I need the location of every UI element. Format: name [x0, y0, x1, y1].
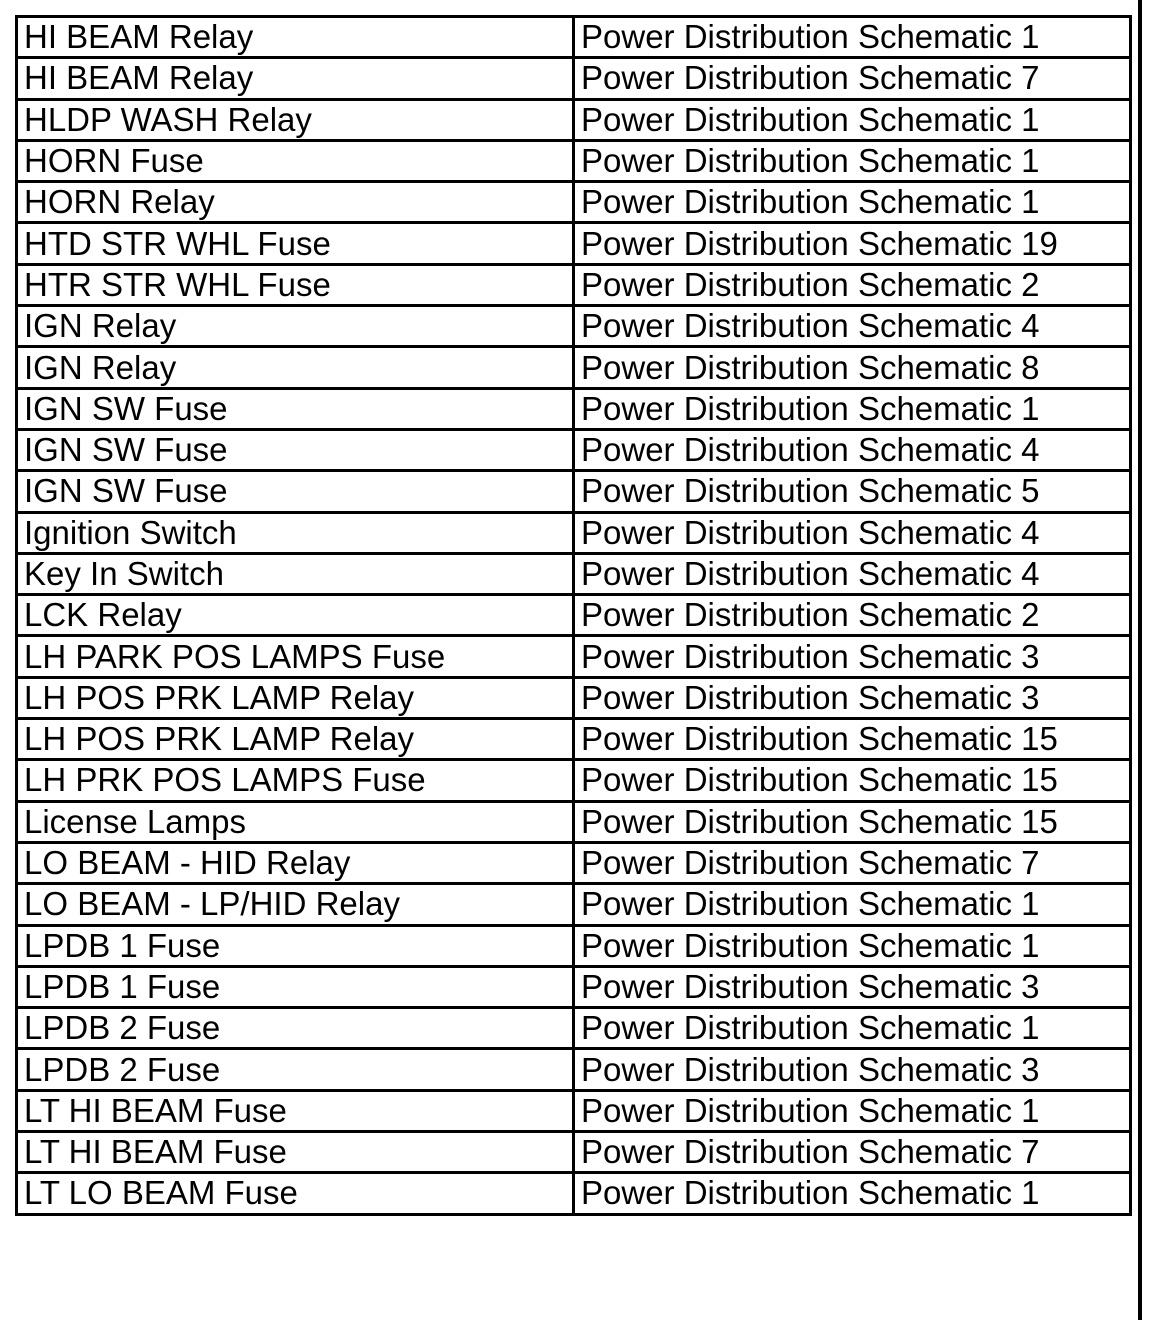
location-cell: Power Distribution Schematic 1	[574, 1008, 1131, 1049]
location-cell: Power Distribution Schematic 3	[574, 636, 1131, 677]
component-cell: LT HI BEAM Fuse	[17, 1090, 574, 1131]
component-cell: LT LO BEAM Fuse	[17, 1173, 574, 1214]
table-row	[17, 58, 1131, 99]
component-cell: HI BEAM Relay	[17, 58, 574, 99]
component-cell: IGN Relay	[17, 347, 574, 388]
location-cell: Power Distribution Schematic 3	[574, 677, 1131, 718]
table-row	[17, 553, 1131, 594]
table-row	[17, 966, 1131, 1007]
component-cell: HORN Relay	[17, 182, 574, 223]
location-cell: Power Distribution Schematic 1	[574, 140, 1131, 181]
location-cell: Power Distribution Schematic 3	[574, 1049, 1131, 1090]
table-body	[17, 17, 1131, 1215]
table-row	[17, 306, 1131, 347]
component-cell: HLDP WASH Relay	[17, 99, 574, 140]
component-cell: LPDB 2 Fuse	[17, 1049, 574, 1090]
table-row	[17, 264, 1131, 305]
table-row	[17, 760, 1131, 801]
location-cell: Power Distribution Schematic 15	[574, 801, 1131, 842]
component-cell: LT HI BEAM Fuse	[17, 1132, 574, 1173]
component-cell: LH PARK POS LAMPS Fuse	[17, 636, 574, 677]
component-cell: LO BEAM - HID Relay	[17, 842, 574, 883]
table-row	[17, 512, 1131, 553]
component-cell: License Lamps	[17, 801, 574, 842]
table-row	[17, 842, 1131, 883]
table-row	[17, 347, 1131, 388]
component-cell: LCK Relay	[17, 595, 574, 636]
location-cell: Power Distribution Schematic 7	[574, 58, 1131, 99]
location-cell: Power Distribution Schematic 15	[574, 719, 1131, 760]
component-cell: Key In Switch	[17, 553, 574, 594]
location-cell: Power Distribution Schematic 5	[574, 471, 1131, 512]
location-cell: Power Distribution Schematic 1	[574, 884, 1131, 925]
location-cell: Power Distribution Schematic 1	[574, 182, 1131, 223]
location-cell: Power Distribution Schematic 1	[574, 17, 1131, 58]
table-row	[17, 1049, 1131, 1090]
location-cell: Power Distribution Schematic 4	[574, 306, 1131, 347]
location-cell: Power Distribution Schematic 3	[574, 966, 1131, 1007]
right-border-rule	[1138, 0, 1142, 1320]
table-row	[17, 99, 1131, 140]
table-row	[17, 471, 1131, 512]
table-row	[17, 1090, 1131, 1131]
location-cell: Power Distribution Schematic 1	[574, 925, 1131, 966]
component-cell: HTD STR WHL Fuse	[17, 223, 574, 264]
table-row	[17, 1132, 1131, 1173]
component-cell: LPDB 2 Fuse	[17, 1008, 574, 1049]
table-row	[17, 884, 1131, 925]
table-row	[17, 388, 1131, 429]
location-cell: Power Distribution Schematic 4	[574, 512, 1131, 553]
table-row	[17, 801, 1131, 842]
location-cell: Power Distribution Schematic 7	[574, 1132, 1131, 1173]
component-cell: HTR STR WHL Fuse	[17, 264, 574, 305]
component-cell: LPDB 1 Fuse	[17, 966, 574, 1007]
table-row	[17, 182, 1131, 223]
location-cell: Power Distribution Schematic 1	[574, 388, 1131, 429]
component-cell: IGN Relay	[17, 306, 574, 347]
location-cell: Power Distribution Schematic 19	[574, 223, 1131, 264]
table-row	[17, 429, 1131, 470]
table-row	[17, 17, 1131, 58]
component-cell: LH POS PRK LAMP Relay	[17, 719, 574, 760]
location-cell: Power Distribution Schematic 1	[574, 99, 1131, 140]
location-cell: Power Distribution Schematic 1	[574, 1090, 1131, 1131]
table-row	[17, 1173, 1131, 1214]
location-cell: Power Distribution Schematic 4	[574, 553, 1131, 594]
component-cell: Ignition Switch	[17, 512, 574, 553]
table-row	[17, 636, 1131, 677]
table-row	[17, 595, 1131, 636]
component-cell: LO BEAM - LP/HID Relay	[17, 884, 574, 925]
component-cell: LH POS PRK LAMP Relay	[17, 677, 574, 718]
location-cell: Power Distribution Schematic 2	[574, 595, 1131, 636]
table-row	[17, 925, 1131, 966]
location-cell: Power Distribution Schematic 1	[574, 1173, 1131, 1214]
component-cell: IGN SW Fuse	[17, 388, 574, 429]
location-cell: Power Distribution Schematic 15	[574, 760, 1131, 801]
table-row	[17, 677, 1131, 718]
component-index-table	[15, 15, 1132, 1216]
component-cell: IGN SW Fuse	[17, 429, 574, 470]
location-cell: Power Distribution Schematic 8	[574, 347, 1131, 388]
component-cell: LH PRK POS LAMPS Fuse	[17, 760, 574, 801]
location-cell: Power Distribution Schematic 2	[574, 264, 1131, 305]
table-row	[17, 140, 1131, 181]
location-cell: Power Distribution Schematic 4	[574, 429, 1131, 470]
component-cell: LPDB 1 Fuse	[17, 925, 574, 966]
table-row	[17, 1008, 1131, 1049]
component-cell: HI BEAM Relay	[17, 17, 574, 58]
location-cell: Power Distribution Schematic 7	[574, 842, 1131, 883]
table-row	[17, 223, 1131, 264]
component-cell: IGN SW Fuse	[17, 471, 574, 512]
table-row	[17, 719, 1131, 760]
component-cell: HORN Fuse	[17, 140, 574, 181]
